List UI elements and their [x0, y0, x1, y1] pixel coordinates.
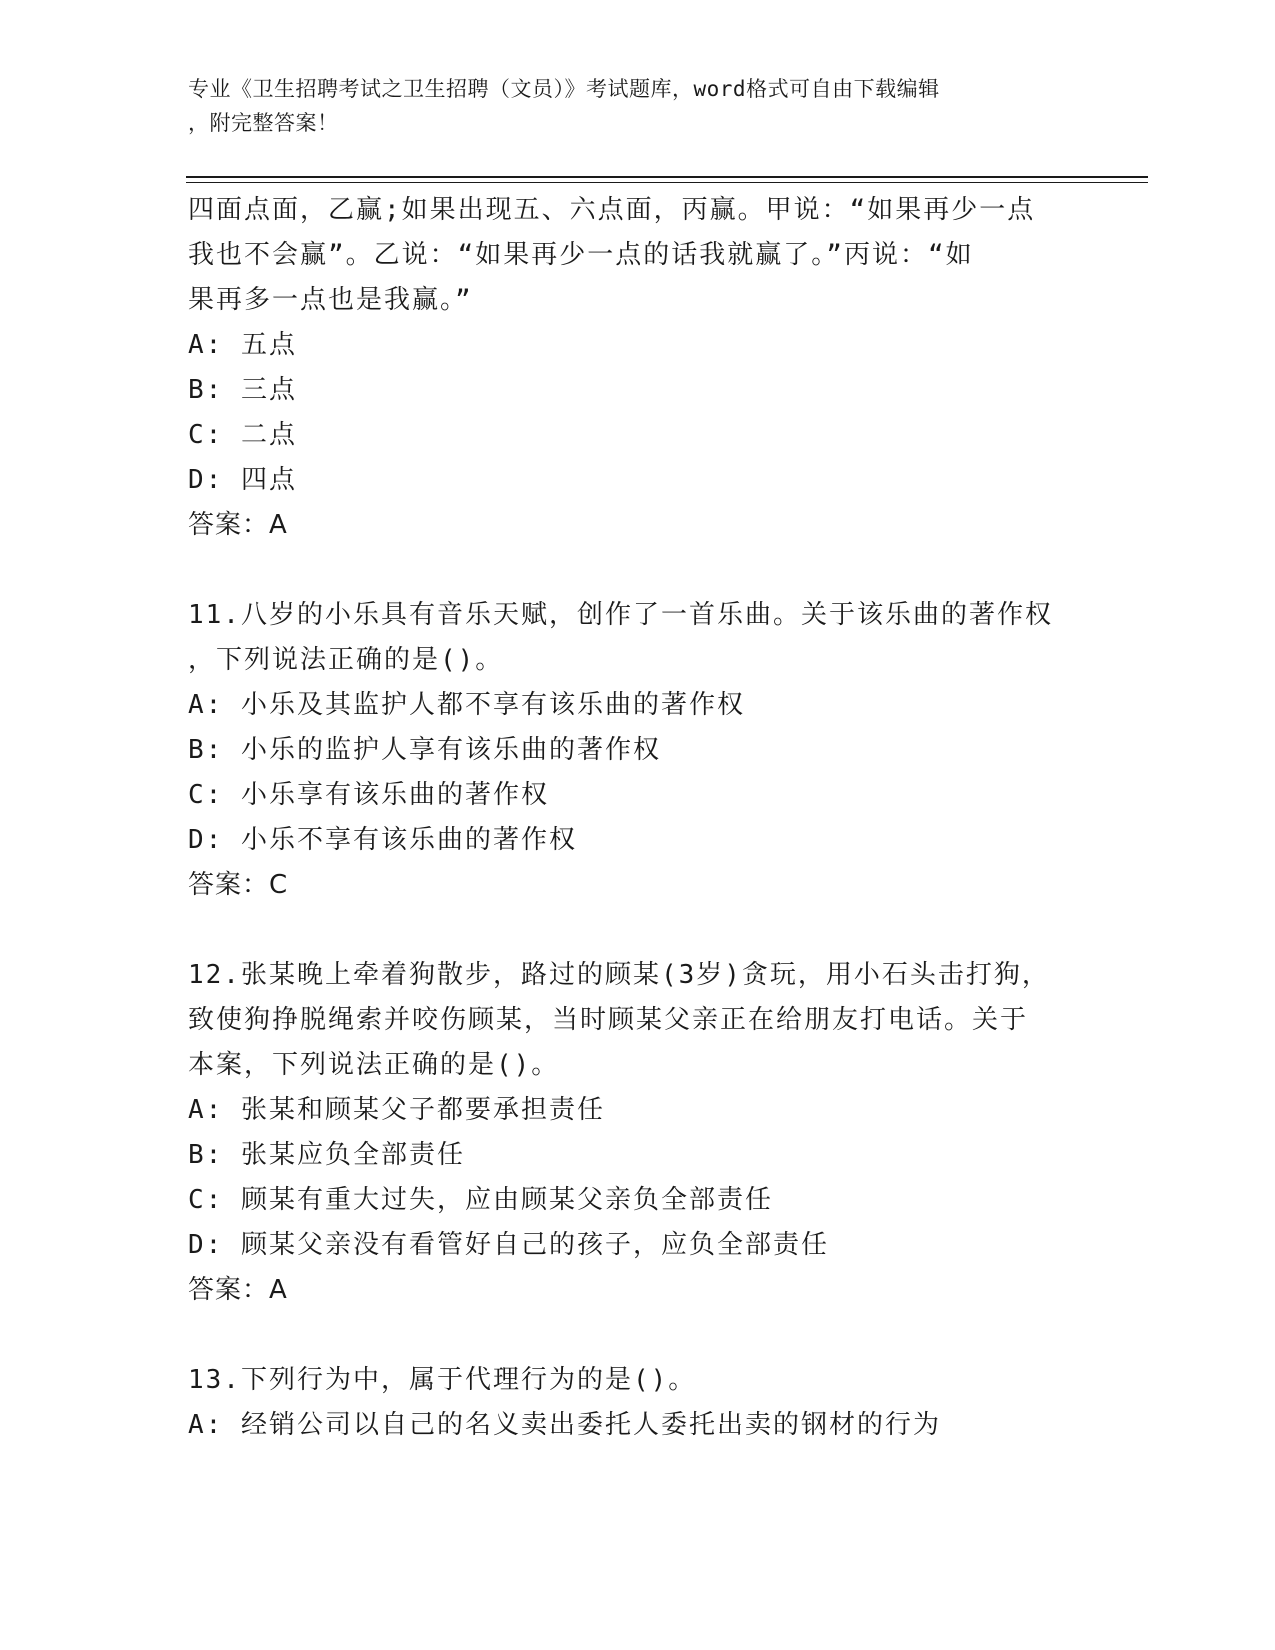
header-divider-thick — [186, 176, 1148, 178]
question-12 — [188, 953, 1088, 1313]
question-list — [188, 188, 1088, 1448]
option-d: D: 小乐不享有该乐曲的著作权 — [188, 825, 577, 855]
option-a: A: 小乐及其监护人都不享有该乐曲的著作权 — [188, 690, 745, 720]
option-c: C: 顾某有重大过失，应由顾某父亲负全部责任 — [188, 1185, 773, 1215]
option-a: A: 张某和顾某父子都要承担责任 — [188, 1095, 605, 1125]
option-d: D: 顾某父亲没有看管好自己的孩子，应负全部责任 — [188, 1230, 829, 1260]
question-stem-line: 致使狗挣脱绳索并咬伤顾某，当时顾某父亲正在给朋友打电话。关于 — [188, 1005, 1029, 1035]
option-b: B: 张某应负全部责任 — [188, 1140, 465, 1170]
question-spacer — [188, 1313, 1088, 1358]
header-title-line: 专业《卫生招聘考试之卫生招聘（文员）》考试题库，word格式可自由下载编辑 — [188, 77, 940, 101]
question-stem-line: 13.下列行为中，属于代理行为的是()。 — [188, 1365, 697, 1395]
option-d: D: 四点 — [188, 465, 297, 495]
question-13 — [188, 1358, 1088, 1448]
question-11 — [188, 593, 1088, 908]
question-stem-line: 我也不会赢”。乙说：“如果再少一点的话我就赢了。”丙说：“如 — [188, 240, 974, 270]
header-divider-thin — [186, 182, 1148, 183]
document-header — [188, 72, 1088, 140]
option-a: A: 五点 — [188, 330, 297, 360]
answer-line: 答案：A — [188, 510, 288, 540]
option-c: C: 小乐享有该乐曲的著作权 — [188, 780, 549, 810]
question-stem-line: 四面点面，乙赢;如果出现五、六点面，丙赢。甲说：“如果再少一点 — [188, 195, 1036, 225]
question-stem-line: 本案，下列说法正确的是()。 — [188, 1050, 560, 1080]
question-stem-line: ，下列说法正确的是()。 — [188, 645, 504, 675]
option-b: B: 小乐的监护人享有该乐曲的著作权 — [188, 735, 661, 765]
question-stem-line: 12.张某晚上牵着狗散步，路过的顾某(3岁)贪玩，用小石头击打狗， — [188, 960, 1050, 990]
question-spacer — [188, 548, 1088, 593]
answer-line: 答案：C — [188, 870, 289, 900]
question-spacer — [188, 908, 1088, 953]
question-stem-line: 11.八岁的小乐具有音乐天赋，创作了一首乐曲。关于该乐曲的著作权 — [188, 600, 1053, 630]
answer-line: 答案：A — [188, 1275, 288, 1305]
option-c: C: 二点 — [188, 420, 297, 450]
option-b: B: 三点 — [188, 375, 297, 405]
question-stem-line: 果再多一点也是我赢。” — [188, 285, 473, 315]
header-title-line-continued: ，附完整答案！ — [188, 111, 339, 135]
question-10 — [188, 188, 1088, 548]
option-a: A: 经销公司以自己的名义卖出委托人委托出卖的钢材的行为 — [188, 1410, 941, 1440]
